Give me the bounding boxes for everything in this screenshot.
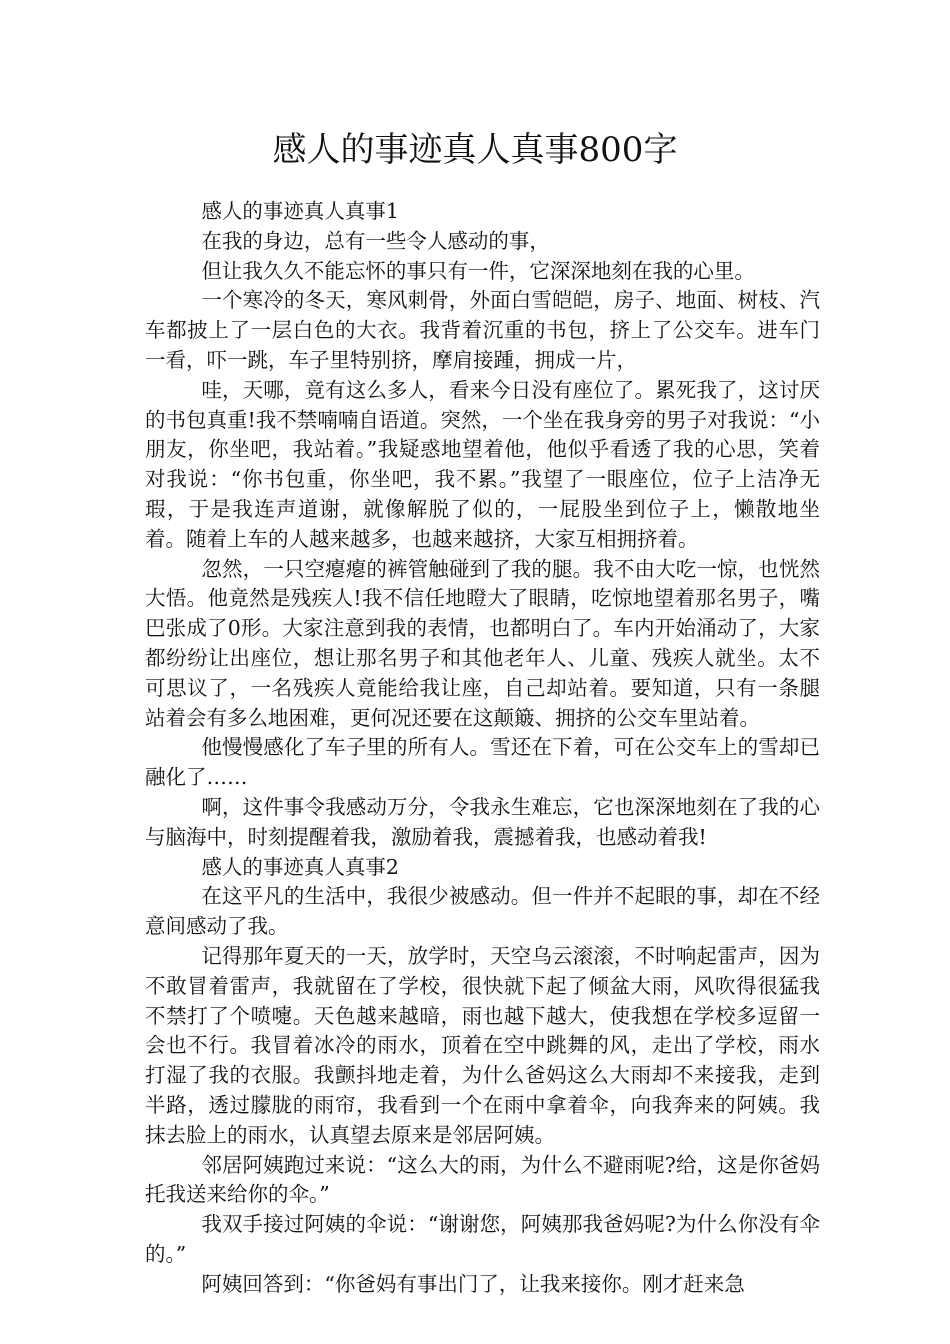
paragraph: 在这平凡的生活中，我很少被感动。但一件并不起眼的事，却在不经意间感动了我。	[145, 884, 820, 939]
paragraph: 记得那年夏天的一天，放学时，天空乌云滚滚，不时响起雷声，因为不敢冒着雷声，我就留在了学校，很快就下起了倾盆大雨，风吹得很猛我不禁打了个喷嚏。天色越来越暗，雨也越下越大，使我想在学校多逗留一会也不行。我冒着冰冷的雨水，顶着在空中跳舞的风，走出了学校，雨水打湿了我的衣服。我颤抖地走着，为什么爸妈这么大雨却不来接我，走到半路，透过朦胧的雨帘，我看到一个在雨中拿着伞，向我奔来的阿姨。我抹去脸上的雨水，认真望去原来是邻居阿姨。	[145, 943, 820, 1147]
paragraph: 但让我久久不能忘怀的事只有一件，它深深地刻在我的心里。	[201, 258, 755, 283]
paragraph: 忽然，一只空瘪瘪的裤管触碰到了我的腿。我不由大吃一惊，也恍然大悟。他竟然是残疾人!我不信任地瞪大了眼睛，吃惊地望着那名男子，嘴巴张成了0形。大家注意到我的表情，也都明白了。车内开始涌动了，大家都纷纷让出座位，想让那名男子和其他老年人、儿童、残疾人就坐。太不可思议了，一名残疾人竟能给我让座，自己却站着。要知道，只有一条腿站着会有多么地困难，更何况还要在这颠簸、拥挤的公交车里站着。	[145, 556, 820, 730]
paragraph: 在我的身边，总有一些令人感动的事，	[201, 228, 550, 253]
document-body	[145, 197, 820, 1299]
paragraph: 他慢慢感化了车子里的所有人。雪还在下着，可在公交车上的雪却已融化了……	[145, 735, 820, 790]
paragraph: 一个寒冷的冬天，寒风刺骨，外面白雪皑皑，房子、地面、树枝、汽车都披上了一层白色的大衣。我背着沉重的书包，挤上了公交车。进车门一看，吓一跳，车子里特别挤，摩肩接踵，拥成一片，	[145, 288, 820, 372]
section-heading-2: 感人的事迹真人真事2	[201, 854, 399, 879]
paragraph: 我双手接过阿姨的伞说：“谢谢您，阿姨那我爸妈呢?为什么你没有伞的。”	[145, 1212, 820, 1266]
section-heading-1: 感人的事迹真人真事1	[201, 199, 399, 223]
paragraph: 啊，这件事令我感动万分，令我永生难忘，它也深深地刻在了我的心与脑海中，时刻提醒着我，激励着我，震撼着我，也感动着我!	[145, 794, 820, 849]
paragraph: 阿姨回答到：“你爸妈有事出门了，让我来接你。刚才赶来急	[201, 1271, 745, 1296]
paragraph: 哇，天哪，竟有这么多人，看来今日没有座位了。累死我了，这讨厌的书包真重!我不禁喃喃自语道。突然，一个坐在我身旁的男子对我说：“小朋友，你坐吧，我站着。”我疑惑地望着他，他似乎看透了我的心思，笑着对我说：“你书包重，你坐吧，我不累。”我望了一眼座位，位子上洁净无瑕，于是我连声道谢，就像解脱了似的，一屁股坐到位子上，懒散地坐着。随着上车的人越来越多，也越来越挤，大家互相拥挤着。	[145, 377, 820, 551]
paragraph: 邻居阿姨跑过来说：“这么大的雨，为什么不避雨呢?给，这是你爸妈托我送来给你的伞。”	[145, 1152, 820, 1207]
document-title: 感人的事迹真人真事800字	[272, 130, 678, 170]
